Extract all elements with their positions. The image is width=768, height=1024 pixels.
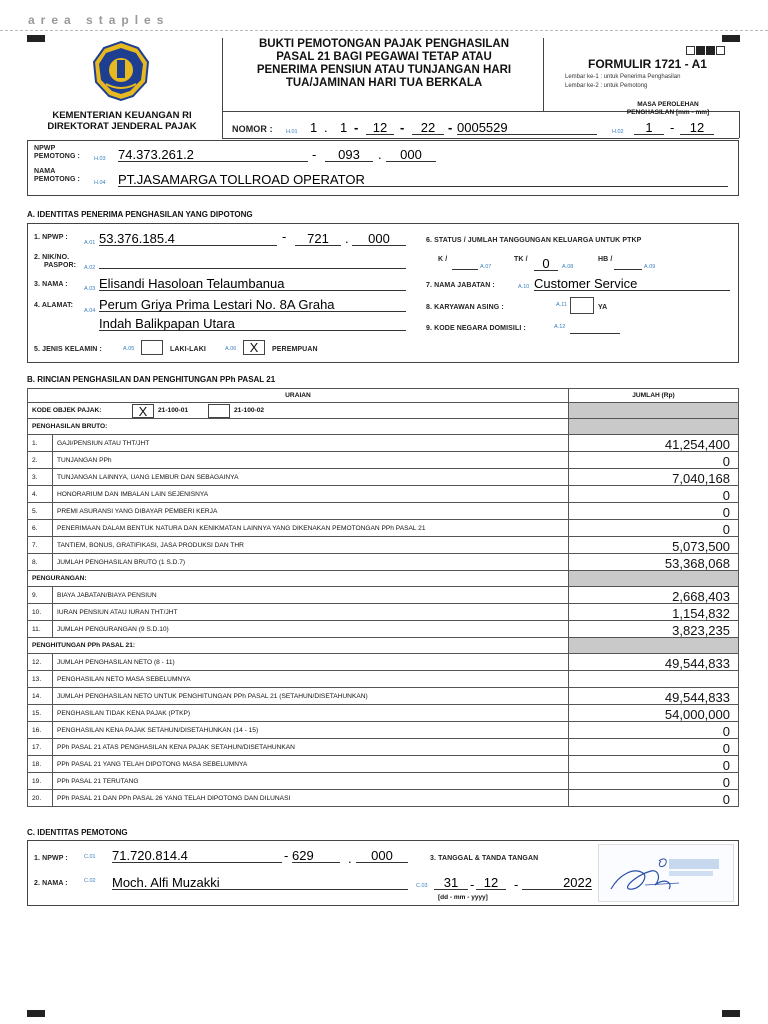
- form-code: FORMULIR 1721 - A1: [588, 57, 707, 71]
- row-description: JUMLAH PENGHASILAN NETO (8 - 11): [53, 654, 569, 671]
- amount: 54,000,000: [569, 705, 739, 722]
- alamat-line-1: Perum Griya Prima Lestari No. 8A Graha: [99, 298, 406, 312]
- row-number: 11.: [28, 621, 53, 638]
- row-description: PPh PASAL 21 YANG TELAH DIPOTONG MASA SEBELUMNYA: [53, 756, 569, 773]
- a09-code: A.09: [644, 264, 656, 270]
- kelamin-label: 5. JENIS KELAMIN :: [34, 346, 102, 353]
- a07-code: A.07: [480, 264, 492, 270]
- paspor-label: PASPOR:: [44, 262, 77, 269]
- pemotong-label: PEMOTONG :: [34, 176, 80, 183]
- row-number: 16.: [28, 722, 53, 739]
- lembar-2: Lembar ke-2 : untuk Pemotong: [565, 83, 648, 89]
- row-description: PENGHASILAN KENA PAJAK SETAHUN/DISETAHUNKAN (14 - 15): [53, 722, 569, 739]
- nomor-part-1: 1: [310, 120, 318, 135]
- amount: 0: [569, 520, 739, 537]
- c-npwp-3: 000: [356, 849, 408, 863]
- c-npwp-label: 1. NPWP :: [34, 855, 68, 862]
- karyawan-asing-label: 8. KARYAWAN ASING :: [426, 304, 504, 311]
- nomor-code: H.01: [286, 129, 298, 135]
- nama-label: NAMA: [34, 168, 56, 175]
- grey-cell: [569, 638, 739, 654]
- row-description: TANTIEM, BONUS, GRATIFIKASI, JASA PRODUKSI DAN THR: [53, 537, 569, 554]
- laki-laki-checkbox[interactable]: [141, 340, 163, 355]
- grey-cell: [569, 571, 739, 587]
- row-description: JUMLAH PENGHASILAN NETO UNTUK PENGHITUNGAN PPh PASAL 21 (SETAHUN/DISETAHUNKAN): [53, 688, 569, 705]
- row-description: IURAN PENSIUN ATAU IURAN THT/JHT: [53, 604, 569, 621]
- grey-cell: [569, 403, 739, 419]
- a04-code: A.04: [84, 308, 96, 314]
- row-number: 6.: [28, 520, 53, 537]
- col-uraian: URAIAN: [28, 389, 569, 403]
- amount: 0: [569, 756, 739, 773]
- domisili-field: [570, 333, 620, 334]
- hb-label: HB /: [598, 256, 613, 263]
- area-staples-label: area staples: [28, 13, 170, 27]
- row-number: 20.: [28, 790, 53, 807]
- nik-field: [99, 268, 406, 269]
- kode-2-checkbox[interactable]: [208, 404, 230, 418]
- a05-code: A.05: [123, 346, 135, 352]
- amount: 2,668,403: [569, 587, 739, 604]
- table-row: [28, 486, 739, 503]
- a01-code: A.01: [84, 240, 96, 246]
- divider: [222, 38, 223, 138]
- penghitungan-header: PENGHITUNGAN PPh PASAL 21:: [28, 638, 569, 654]
- row-description: TUNJANGAN LAINNYA, UANG LEMBUR DAN SEBAGAINYA: [53, 469, 569, 486]
- nomor-label: NOMOR :: [232, 124, 273, 134]
- row-description: PPh PASAL 21 TERUTANG: [53, 773, 569, 790]
- table-row: [28, 790, 739, 807]
- grey-cell: [569, 419, 739, 435]
- a-npwp-label: 1. NPWP :: [34, 234, 68, 241]
- row-number: 4.: [28, 486, 53, 503]
- a08-code: A.08: [562, 264, 574, 270]
- nomor-part-4: 22: [412, 121, 444, 135]
- row-number: 8.: [28, 554, 53, 571]
- domisili-label: 9. KODE NEGARA DOMISILI :: [426, 325, 526, 332]
- kode-2-label: 21-100-02: [234, 407, 265, 414]
- masa-label-2: PENGHASILAN [mm - mm]: [626, 109, 710, 116]
- a03-code: A.03: [84, 286, 96, 292]
- amount: 53,368,068: [569, 554, 739, 571]
- k-field: [452, 269, 478, 270]
- table-row: [28, 503, 739, 520]
- row-number: 19.: [28, 773, 53, 790]
- amount: 3,823,235: [569, 621, 739, 638]
- tanggal-label: 3. TANGGAL & TANDA TANGAN: [430, 855, 539, 862]
- table-row: [28, 705, 739, 722]
- c-nama: Moch. Alfi Muzakki: [112, 876, 408, 890]
- amount: 0: [569, 790, 739, 807]
- masa-code: H.02: [612, 129, 624, 135]
- row-number: 13.: [28, 671, 53, 688]
- table-row: [28, 469, 739, 486]
- c01-code: C.01: [84, 854, 96, 860]
- row-number: 17.: [28, 739, 53, 756]
- a-npwp-1: 53.376.185.4: [99, 232, 277, 246]
- directorate-name: DIREKTORAT JENDERAL PAJAK: [47, 121, 197, 132]
- jabatan-label: 7. NAMA JABATAN :: [426, 282, 495, 289]
- title-line: PASAL 21 BAGI PEGAWAI TETAP ATAU: [276, 51, 492, 63]
- section-b-title: B. RINCIAN PENGHASILAN DAN PENGHITUNGAN PPh PASAL 21: [27, 375, 276, 384]
- table-row: [28, 554, 739, 571]
- col-jumlah: JUMLAH (Rp): [569, 389, 739, 403]
- table-row: [28, 520, 739, 537]
- form-title: [225, 38, 543, 90]
- pemotong-npwp-3: 000: [386, 148, 436, 162]
- row-number: 7.: [28, 537, 53, 554]
- signature-box: [598, 844, 734, 902]
- c03-code: C.03: [416, 883, 428, 889]
- perempuan-label: PEREMPUAN: [272, 346, 318, 353]
- amount: 1,154,832: [569, 604, 739, 621]
- nomor-part-2: 1: [340, 120, 348, 135]
- c-npwp-1: 71.720.814.4: [112, 849, 282, 863]
- laki-laki-label: LAKI-LAKI: [170, 346, 206, 353]
- date-day: 31: [434, 876, 468, 890]
- row-description: HONORARIUM DAN IMBALAN LAIN SEJENISNYA: [53, 486, 569, 503]
- row-number: 3.: [28, 469, 53, 486]
- jabatan-value: Customer Service: [534, 277, 730, 291]
- amount: 41,254,400: [569, 435, 739, 452]
- status-label: 6. STATUS / JUMLAH TANGGUNGAN KELUARGA UNTUK PTKP: [426, 237, 642, 244]
- title-line: BUKTI PEMOTONGAN PAJAK PENGHASILAN: [258, 38, 510, 50]
- ministry-name: KEMENTERIAN KEUANGAN RI: [52, 110, 192, 121]
- row-number: 9.: [28, 587, 53, 604]
- tk-label: TK /: [514, 256, 528, 263]
- amount: 0: [569, 452, 739, 469]
- table-row: [28, 671, 739, 688]
- title-line: TUA/JAMINAN HARI TUA BERKALA: [285, 77, 483, 89]
- ya-label: YA: [598, 304, 608, 311]
- row-number: 14.: [28, 688, 53, 705]
- table-row: [28, 756, 739, 773]
- lembar-1: Lembar ke-1 : untuk Penerima Penghasilan: [565, 74, 681, 80]
- nomor-part-5: 0005529: [457, 121, 597, 135]
- alamat-line-2: Indah Balikpapan Utara: [99, 317, 406, 331]
- pemotong-npwp-1: 74.373.261.2: [118, 148, 308, 162]
- c-npwp-2: 629: [292, 849, 340, 863]
- a-npwp-2: 721: [295, 232, 341, 246]
- nomor-part-3: 12: [366, 121, 394, 135]
- pemotong-label: PEMOTONG :: [34, 153, 80, 160]
- pengurangan-header: PENGURANGAN:: [28, 571, 569, 587]
- row-number: 15.: [28, 705, 53, 722]
- npwp-label: NPWP: [34, 145, 56, 152]
- a-npwp-3: 000: [352, 232, 406, 246]
- amount: 0: [569, 503, 739, 520]
- registration-mark: [722, 1010, 740, 1017]
- nik-label: 2. NIK/NO.: [34, 254, 70, 261]
- date-year: 2022: [522, 876, 592, 890]
- row-description: GAJI/PENSIUN ATAU THT/JHT: [53, 435, 569, 452]
- row-description: JUMLAH PENGURANGAN (9 S.D.10): [53, 621, 569, 638]
- registration-mark: [27, 35, 45, 42]
- kode-objek-label: KODE OBJEK PAJAK:: [32, 407, 102, 414]
- date-format: [dd - mm - yyyy]: [438, 894, 488, 901]
- kode-1-label: 21-100-01: [158, 407, 189, 414]
- rincian-table: [27, 388, 739, 807]
- table-row: [28, 773, 739, 790]
- amount: 49,544,833: [569, 688, 739, 705]
- a-nama-label: 3. NAMA :: [34, 281, 68, 288]
- c-nama-label: 2. NAMA :: [34, 880, 68, 887]
- table-row: [28, 435, 739, 452]
- npwp-code: H.03: [94, 156, 106, 162]
- k-label: K /: [438, 256, 448, 263]
- table-row: [28, 654, 739, 671]
- row-description: PPh PASAL 21 ATAS PENGHASILAN KENA PAJAK SETAHUN/DISETAHUNKAN: [53, 739, 569, 756]
- masa-from: 1: [634, 121, 664, 135]
- amount: 5,073,500: [569, 537, 739, 554]
- title-line: PENERIMA PENSIUN ATAU TUNJANGAN HARI: [256, 64, 512, 76]
- pemotong-npwp-2: 093: [325, 148, 373, 162]
- row-description: PENGHASILAN NETO MASA SEBELUMNYA: [53, 671, 569, 688]
- row-description: PREMI ASURANSI YANG DIBAYAR PEMBERI KERJA: [53, 503, 569, 520]
- registration-mark: [722, 35, 740, 42]
- karyawan-asing-checkbox[interactable]: [570, 297, 594, 314]
- a-nama: Elisandi Hasoloan Telaumbanua: [99, 277, 406, 291]
- row-number: 5.: [28, 503, 53, 520]
- table-row: [28, 604, 739, 621]
- table-row: [28, 621, 739, 638]
- row-description: PENERIMAAN DALAM BENTUK NATURA DAN KENIKMATAN LAINNYA YANG DIKENAKAN PEMOTONGAN PPh PASAL 21: [53, 520, 569, 537]
- table-row: [28, 688, 739, 705]
- a02-code: A.02: [84, 265, 96, 271]
- divider: [222, 138, 739, 139]
- section-c-title: C. IDENTITAS PEMOTONG: [27, 828, 128, 837]
- ministry-logo: [86, 40, 156, 102]
- tk-value: 0: [534, 257, 558, 271]
- kode-1-checkbox[interactable]: X: [132, 404, 154, 418]
- date-month: 12: [476, 876, 506, 890]
- table-row: [28, 537, 739, 554]
- row-description: JUMLAH PENGHASILAN BRUTO (1 S.D.7): [53, 554, 569, 571]
- row-number: 2.: [28, 452, 53, 469]
- row-number: 10.: [28, 604, 53, 621]
- bruto-header: PENGHASILAN BRUTO:: [28, 419, 569, 435]
- staple-guide: [0, 30, 768, 31]
- a06-code: A.06: [225, 346, 237, 352]
- row-number: 18.: [28, 756, 53, 773]
- amount: 0: [569, 486, 739, 503]
- divider: [543, 38, 544, 111]
- row-description: BIAYA JABATAN/BIAYA PENSIUN: [53, 587, 569, 604]
- amount: 7,040,168: [569, 469, 739, 486]
- amount: [569, 671, 739, 688]
- hb-field: [614, 269, 642, 270]
- section-a-title: A. IDENTITAS PENERIMA PENGHASILAN YANG DIPOTONG: [27, 210, 253, 219]
- row-description: TUNJANGAN PPh: [53, 452, 569, 469]
- perempuan-checkbox[interactable]: X: [243, 340, 265, 355]
- divider: [739, 111, 740, 138]
- row-description: PPh PASAL 21 DAN PPh PASAL 26 YANG TELAH DIPOTONG DAN DILUNASI: [53, 790, 569, 807]
- masa-label: MASA PEROLEHAN: [637, 101, 699, 108]
- a12-code: A.12: [554, 324, 566, 330]
- amount: 49,544,833: [569, 654, 739, 671]
- row-description: PENGHASILAN TIDAK KENA PAJAK (PTKP): [53, 705, 569, 722]
- table-row: [28, 587, 739, 604]
- table-row: [28, 452, 739, 469]
- nama-code: H.04: [94, 180, 106, 186]
- a11-code: A.11: [556, 302, 567, 308]
- alamat-label: 4. ALAMAT:: [34, 302, 74, 309]
- amount: 0: [569, 722, 739, 739]
- registration-mark: [27, 1010, 45, 1017]
- row-number: 1.: [28, 435, 53, 452]
- table-row: [28, 722, 739, 739]
- signature: [599, 845, 735, 903]
- amount: 0: [569, 739, 739, 756]
- pemotong-nama: PT.JASAMARGA TOLLROAD OPERATOR: [118, 173, 728, 187]
- a10-code: A.10: [518, 284, 530, 290]
- c02-code: C.02: [84, 878, 96, 884]
- amount: 0: [569, 773, 739, 790]
- table-row: [28, 739, 739, 756]
- masa-to: 12: [680, 121, 714, 135]
- row-number: 12.: [28, 654, 53, 671]
